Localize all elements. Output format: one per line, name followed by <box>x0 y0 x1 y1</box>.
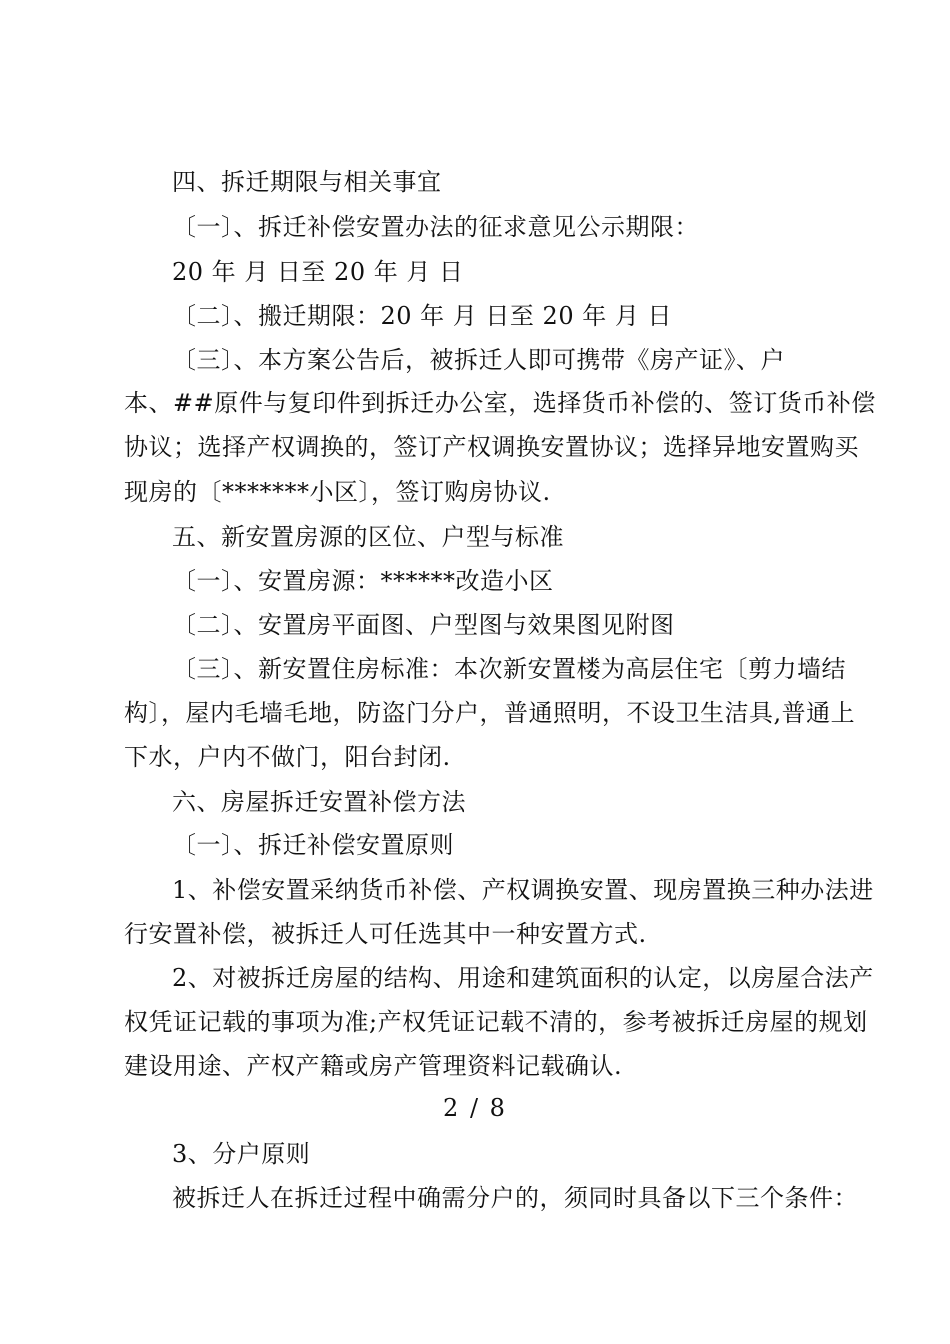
section-heading-5: 五、新安置房源的区位、户型与标准 <box>172 523 564 551</box>
paragraph-line: 20 年 月 日至 20 年 月 日 <box>172 258 464 286</box>
section-heading-4: 四、拆迁期限与相关事宜 <box>172 168 442 196</box>
paragraph-line: 〔一〕、安置房源：******改造小区 <box>172 567 554 595</box>
paragraph-line: 1、补偿安置采纳货币补偿、产权调换安置、现房置换三种办法进 <box>172 876 874 904</box>
paragraph-line: 下水，户内不做门，阳台封闭. <box>124 743 451 771</box>
paragraph-line: 建设用途、产权产籍或房产管理资料记载确认. <box>124 1052 623 1080</box>
paragraph-line: 协议；选择产权调换的，签订产权调换安置协议；选择异地安置购买 <box>124 433 859 461</box>
paragraph-line: 2、对被拆迁房屋的结构、用途和建筑面积的认定，以房屋合法产 <box>172 964 874 992</box>
paragraph-line: 3、分户原则 <box>172 1140 311 1168</box>
section-heading-6: 六、房屋拆迁安置补偿方法 <box>172 788 466 816</box>
paragraph-line: 构〕，屋内毛墙毛地，防盗门分户，普通照明，不设卫生洁具,普通上 <box>124 699 856 727</box>
paragraph-line: 〔一〕、拆迁补偿安置原则 <box>172 831 454 859</box>
paragraph-line: 〔三〕、新安置住房标准：本次新安置楼为高层住宅〔剪力墙结 <box>172 655 846 683</box>
paragraph-line: 本、##原件与复印件到拆迁办公室，选择货币补偿的、签订货币补偿 <box>124 389 876 417</box>
paragraph-line: 被拆迁人在拆迁过程中确需分户的，须同时具备以下三个条件： <box>172 1184 858 1212</box>
paragraph-line: 权凭证记载的事项为准;产权凭证记载不清的，参考被拆迁房屋的规划 <box>124 1008 868 1036</box>
paragraph-line: 行安置补偿，被拆迁人可任选其中一种安置方式. <box>124 920 647 948</box>
paragraph-line: 现房的〔*******小区〕，签订购房协议. <box>124 478 551 506</box>
paragraph-line: 〔三〕、本方案公告后，被拆迁人即可携带《房产证》、户 <box>172 346 785 374</box>
paragraph-line: 〔二〕、搬迁期限：20 年 月 日至 20 年 月 日 <box>172 302 672 330</box>
paragraph-line: 〔一〕、拆迁补偿安置办法的征求意见公示期限： <box>172 213 699 241</box>
page-number: 2 / 8 <box>443 1094 507 1122</box>
paragraph-line: 〔二〕、安置房平面图、户型图与效果图见附图 <box>172 611 675 639</box>
